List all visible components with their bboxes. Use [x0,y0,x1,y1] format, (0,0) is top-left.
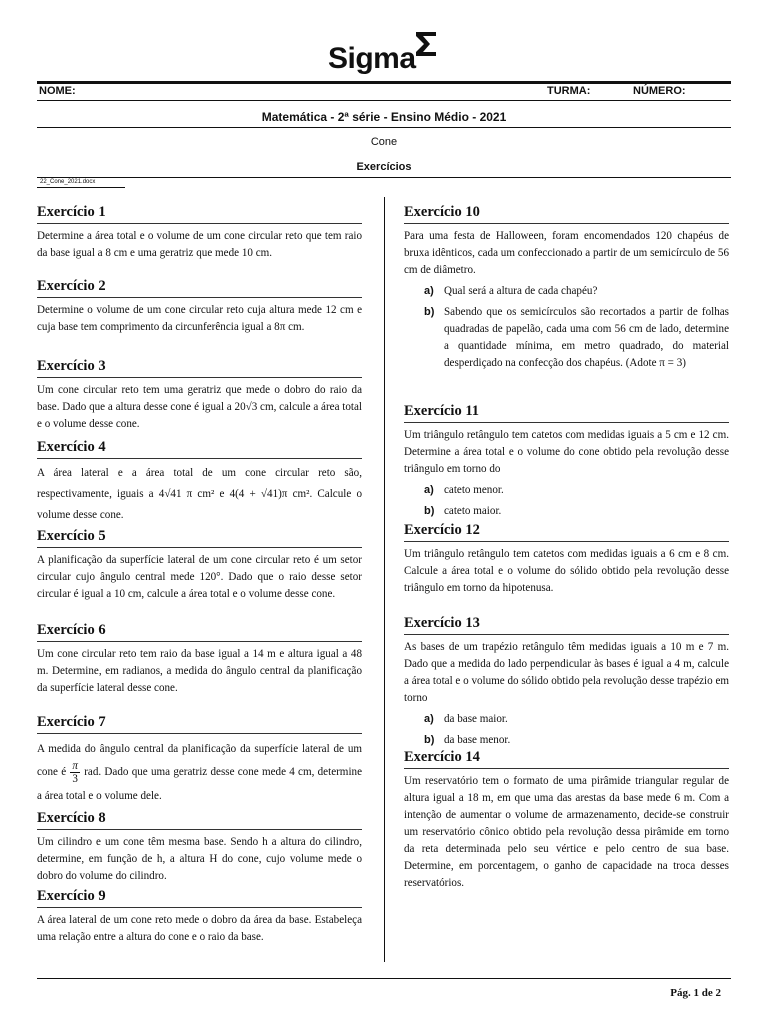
item-text: cateto maior. [444,505,502,517]
math-expression: 4√41 π cm² [158,488,215,500]
page-number: Pág. 1 de 2 [670,987,721,999]
item-letter: a) [424,484,434,496]
sub-item [404,304,729,372]
exercise-9 [37,887,362,946]
sub-item [404,482,729,499]
exercise-title: Exercício 13 [404,614,729,635]
exercise-title: Exercício 8 [37,809,362,830]
exercise-title: Exercício 5 [37,527,362,548]
exercise-text: Um cilindro e um cone têm mesma base. Sendo h a altura do cilindro, determine, em função de h, a altura H do cone, cujo volume mede o dobro do volume do cilindro. [37,836,362,882]
exercise-13 [404,614,729,749]
exercise-title: Exercício 11 [404,402,729,423]
item-letter: b) [424,505,435,517]
item-letter: b) [424,734,435,746]
exercise-title: Exercício 14 [404,748,729,769]
exercise-11 [404,402,729,520]
section-title: Exercícios [356,161,412,173]
header-rule-3 [37,127,731,128]
item-text: da base menor. [444,734,511,746]
sigma-logo [328,30,440,76]
exercise-3 [37,357,362,433]
exercise-12 [404,521,729,597]
exercise-title: Exercício 6 [37,621,362,642]
math-expression: 4(4 + √41)π [229,488,288,500]
exercise-text: A medida do ângulo central da planificação da superfície lateral de um cone é $\frac{\pi}{3}$ rad. Dado que uma geratriz desse cone mede 4 cm, determine a área total e o volume dele. [37,743,362,802]
column-separator [384,197,385,962]
footer-rule [37,978,731,979]
exercise-text: A área lateral de um cone reto mede o dobro da área da base. Estabeleça uma relação entre a altura do cone e o raio da base. [37,914,362,943]
exercise-title: Exercício 4 [37,438,362,459]
exercise-1 [37,203,362,262]
numero-label: NÚMERO: [633,85,686,97]
logo-wordmark: Sigma [328,42,416,75]
exercise-title: Exercício 2 [37,277,362,298]
student-info-bar [37,85,731,101]
exercise-10 [404,203,729,372]
exercise-title: Exercício 9 [37,887,362,908]
item-text: Qual será a altura de cada chapéu? [444,285,598,297]
item-text: da base maior. [444,713,508,725]
exercise-text: Um cone circular reto tem uma geratriz que mede o dobro do raio da base. Dado que a altura desse cone é igual a 20√3 cm, calcule a área total e o volume desse cone. [37,384,362,430]
exercise-8 [37,809,362,885]
item-letter: b) [424,306,435,318]
item-letter: a) [424,713,434,725]
exercise-text: Um cone circular reto tem raio da base igual a 14 m e altura igual a 48 m. Determine, em radianos, a medida do ângulo central da planificação da superfície lateral desse cone. [37,648,362,694]
header-rule-4 [37,177,731,178]
fraction-pi-over-3: $\frac{\pi}{3}$ [72,760,78,785]
exercise-text: Para uma festa de Halloween, foram encomendados 120 chapéus de bruxa idênticos, cada um confeccionado a partir de um semicírculo de 56 cm de diâmetro. [404,230,729,276]
exercise-text: A área lateral e a área total de um cone circular reto são, respectivamente, iguais a 4√41 π cm² e 4(4 + √41)π cm². Calcule o volume desse cone. [37,467,362,521]
exercise-text: Um triângulo retângulo tem catetos com medidas iguais a 5 cm e 12 cm. Determine a área total e o volume do cone obtido pela revolução desse triângulo em torno do [404,429,729,475]
nome-label: NOME: [39,85,76,97]
exercise-title: Exercício 3 [37,357,362,378]
exercise-text: As bases de um trapézio retângulo têm medidas iguais a 10 m e 7 m. Dado que a medida do lado perpendicular às bases é igual a 4 m, calcule a área total e o volume do sólido obtido pela revolução desse trapézio em torno [404,641,729,704]
exercise-text: Determine a área total e o volume de um cone circular reto que tem raio da base igual a 8 cm e uma geratriz que mede 10 cm. [37,230,362,259]
item-letter: a) [424,285,434,297]
sub-item [404,732,729,749]
exercise-text: Determine o volume de um cone circular reto cuja altura mede 12 cm e cuja base tem comprimento da circunferência igual a 8π cm. [37,304,362,333]
exercise-title: Exercício 1 [37,203,362,224]
exercise-text: A planificação da superfície lateral de um cone circular reto é um setor circular cujo ângulo central mede 120°. Dado que o raio desse setor circular é igual a 10 cm, calcule a área total e o volume desse cone. [37,554,362,600]
math-expression: 20√3 [234,401,258,413]
exercise-title: Exercício 7 [37,713,362,734]
file-rule [37,187,125,188]
sub-item [404,711,729,728]
header-rule-top [37,81,731,84]
sub-item [404,283,729,300]
exercise-14 [404,748,729,892]
subject-title: Matemática - 2ª série - Ensino Médio - 2021 [261,110,507,124]
exercise-2 [37,277,362,336]
header-rule-2 [37,100,731,101]
exercise-7 [37,713,362,807]
exercise-6 [37,621,362,697]
exercise-text: Um triângulo retângulo tem catetos com medidas iguais a 6 cm e 8 cm. Calcule a área total e o volume do sólido obtido pela revolução desse triângulo em torno da hipotenusa. [404,548,729,594]
sigma-icon [414,30,438,58]
exercise-text: Um reservatório tem o formato de uma pirâmide triangular regular de altura igual a 18 m, em que uma das arestas da base mede 6 m. Com a intenção de aumentar o volume de armazenamento, decide-se construir um reservatório cônico obtido pela revolução dessa pirâmide em torno da reta determinada pelo seu vértice e pelo centro de sua base. Determine, em porcentagem, o ganho de capacidade na troca desses reservatórios. [404,775,729,889]
exercise-title: Exercício 12 [404,521,729,542]
exercise-5 [37,527,362,603]
sub-item [404,503,729,520]
turma-label: TURMA: [547,85,591,97]
file-name: 22_Cone_2021.docx [40,179,96,185]
exercise-4 [37,438,362,526]
exercise-title: Exercício 10 [404,203,729,224]
topic-title: Cone [370,136,398,148]
item-text: Sabendo que os semicírculos são recortados a partir de folhas quadradas de papelão, cada uma com 56 cm de lado, determine a quantidade mínima, em metro quadrado, do material desperdiçado na confecção dos chapéus. (Adote π = 3) [444,306,729,369]
item-text: cateto menor. [444,484,504,496]
